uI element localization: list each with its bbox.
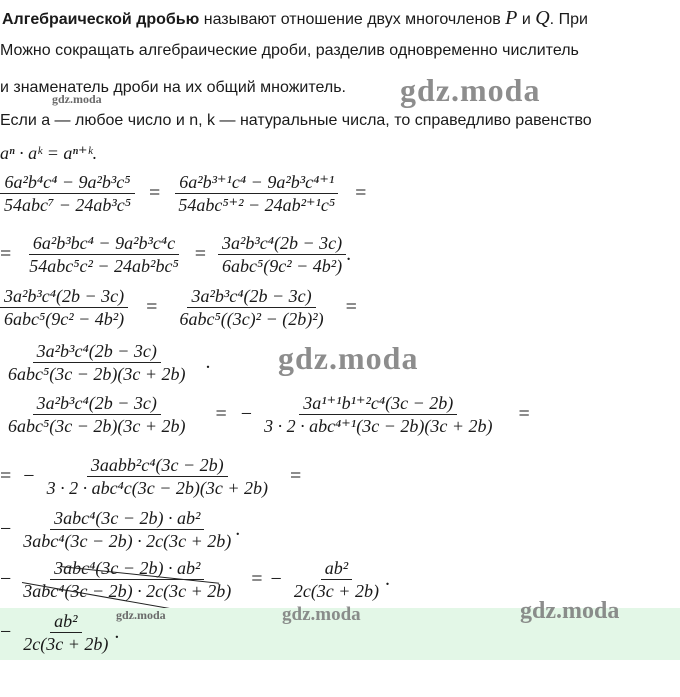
fraction: $\frac{\text{6a²b³⁺¹c⁴ − 9a²b³c⁴⁺¹}}{\text{54abc⁵⁺² − 24ab²⁺¹c⁵}}$	[174, 171, 339, 216]
equation-row-1: $\frac{\text{6a²b⁴c⁴ − 9a²b³c⁵}}{\text{54abc⁷ − 24ab³c⁵}}$ = $\frac{\text{6a²b³⁺¹c⁴ − 9a²b³c⁴⁺¹}}{\text{54abc⁵⁺² − 24ab²⁺¹c⁵}}$ =	[0, 171, 366, 216]
fraction: $\frac{\text{6a²b³bc⁴ − 9a²b³c⁴c}}{\text{54abc⁵c² − 24ab²bc⁵}}$	[29, 233, 179, 276]
fraction: $\frac{\text{3abc⁴(3c − 2b) · ab²}}{\text{3abc⁴(3c − 2b) · 2c(3c + 2b)}}$	[23, 508, 232, 551]
equation-row-3: $\frac{\text{3a²b³c⁴(2b − 3c)}}{\text{6abc⁵(9c² − 4b²)}}$ = $\frac{\text{3a²b³c⁴(2b − 3c)}}{\text{6abc⁵((3c)² − (2b)²)}}$ =	[0, 285, 357, 330]
equation-row-2: = $\frac{\text{6a²b³bc⁴ − 9a²b³c⁴c}}{\text{54abc⁵c² − 24ab²bc⁵}}$ = $\frac{\text{3a²b³c⁴(2b − 3c)}}{\text{6abc⁵(9c² − 4b²)}}$ .	[0, 233, 352, 276]
intro-line-4: Если a — любое число и n, k — натуральные числа, то справедливо равенство	[0, 112, 592, 129]
watermark-middle: gdz.moda	[278, 340, 419, 376]
fraction: $\frac{\text{3aabb²c⁴(3c − 2b)}}{\text{3 · 2 · abc⁴c(3c − 2b)(3c + 2b)}}$	[46, 455, 269, 498]
fraction-answer: $\frac{\text{ab²}}{2c(3c + 2b)}$	[23, 611, 109, 654]
term-bold: Алгебраической дробью	[2, 11, 200, 28]
fraction: $\frac{\text{3a²b³c⁴(2b − 3c)}}{\text{6abc⁵(3c − 2b)(3c + 2b)}}$	[8, 341, 186, 384]
intro-line-1: Алгебраической дробью называют отношение двух многочленов P и Q. При	[2, 7, 588, 29]
equation-row-6: = − $\frac{\text{3aabb²c⁴(3c − 2b)}}{\text{3 · 2 · abc⁴c(3c − 2b)(3c + 2b)}}$ =	[0, 455, 302, 498]
watermark-small-bottom: gdz.moda	[116, 608, 166, 622]
fraction: $\frac{\text{ab²}}{2c(3c + 2b)}$	[293, 558, 379, 601]
watermark-top: gdz.moda	[400, 72, 541, 108]
fraction: $\frac{\text{3a²b³c⁴(2b − 3c)}}{\text{6abc⁵(9c² − 4b²)}}$	[0, 285, 128, 330]
fraction: $\frac{\text{6a²b⁴c⁴ − 9a²b³c⁵}}{\text{54abc⁷ − 24ab³c⁵}}$	[0, 171, 135, 216]
fraction: $\frac{\text{3a²b³c⁴(2b − 3c)}}{\text{6abc⁵(9c² − 4b²)}}$	[218, 232, 346, 277]
intro-line-3: и знаменатель дроби на их общий множитель.	[0, 79, 346, 96]
watermark-small-top: gdz.moda	[52, 92, 102, 106]
intro-line-2: Можно сокращать алгебраические дроби, разделив одновременно числитель	[0, 42, 579, 59]
equation-row-5: $\frac{\text{3a²b³c⁴(2b − 3c)}}{\text{6abc⁵(3c − 2b)(3c + 2b)}}$ = − $\frac{\text{3a¹⁺¹b¹⁺²c⁴(3c − 2b)}}{\text{3 · 2 · abc⁴⁺¹(3c − 2b)(3c + 2b)}}$ =	[0, 392, 530, 437]
equation-row-answer: − $\frac{\text{ab²}}{2c(3c + 2b)}$ .	[0, 611, 120, 654]
equation-row-4: $\frac{\text{3a²b³c⁴(2b − 3c)}}{\text{6abc⁵(3c − 2b)(3c + 2b)}}$ .	[0, 340, 211, 385]
fraction-cancelled: $\frac{\text{3abc⁴(3c − 2b) · ab²}}{\text{3abc⁴(3c − 2b) · 2c(3c + 2b)}}$	[23, 558, 232, 601]
watermark-bottom-mid: gdz.moda	[282, 604, 361, 625]
power-identity: aⁿ · aᵏ = aⁿ⁺ᵏ.	[0, 143, 98, 163]
equation-row-8: − $\frac{\text{3abc⁴(3c − 2b) · ab²}}{\text{3abc⁴(3c − 2b) · 2c(3c + 2b)}}$ = − $\frac{\text{ab²}}{2c(3c + 2b)}$ .	[0, 558, 390, 601]
fraction: $\frac{\text{3a²b³c⁴(2b − 3c)}}{\text{6abc⁵((3c)² − (2b)²)}}$	[179, 286, 324, 329]
fraction: $\frac{\text{3a¹⁺¹b¹⁺²c⁴(3c − 2b)}}{\text{3 · 2 · abc⁴⁺¹(3c − 2b)(3c + 2b)}}$	[264, 393, 493, 436]
fraction: $\frac{\text{3a²b³c⁴(2b − 3c)}}{\text{6abc⁵(3c − 2b)(3c + 2b)}}$	[8, 393, 186, 436]
equation-row-7: − $\frac{\text{3abc⁴(3c − 2b) · ab²}}{\text{3abc⁴(3c − 2b) · 2c(3c + 2b)}}$ .	[0, 508, 241, 551]
watermark-bottom-right: gdz.moda	[520, 598, 620, 624]
